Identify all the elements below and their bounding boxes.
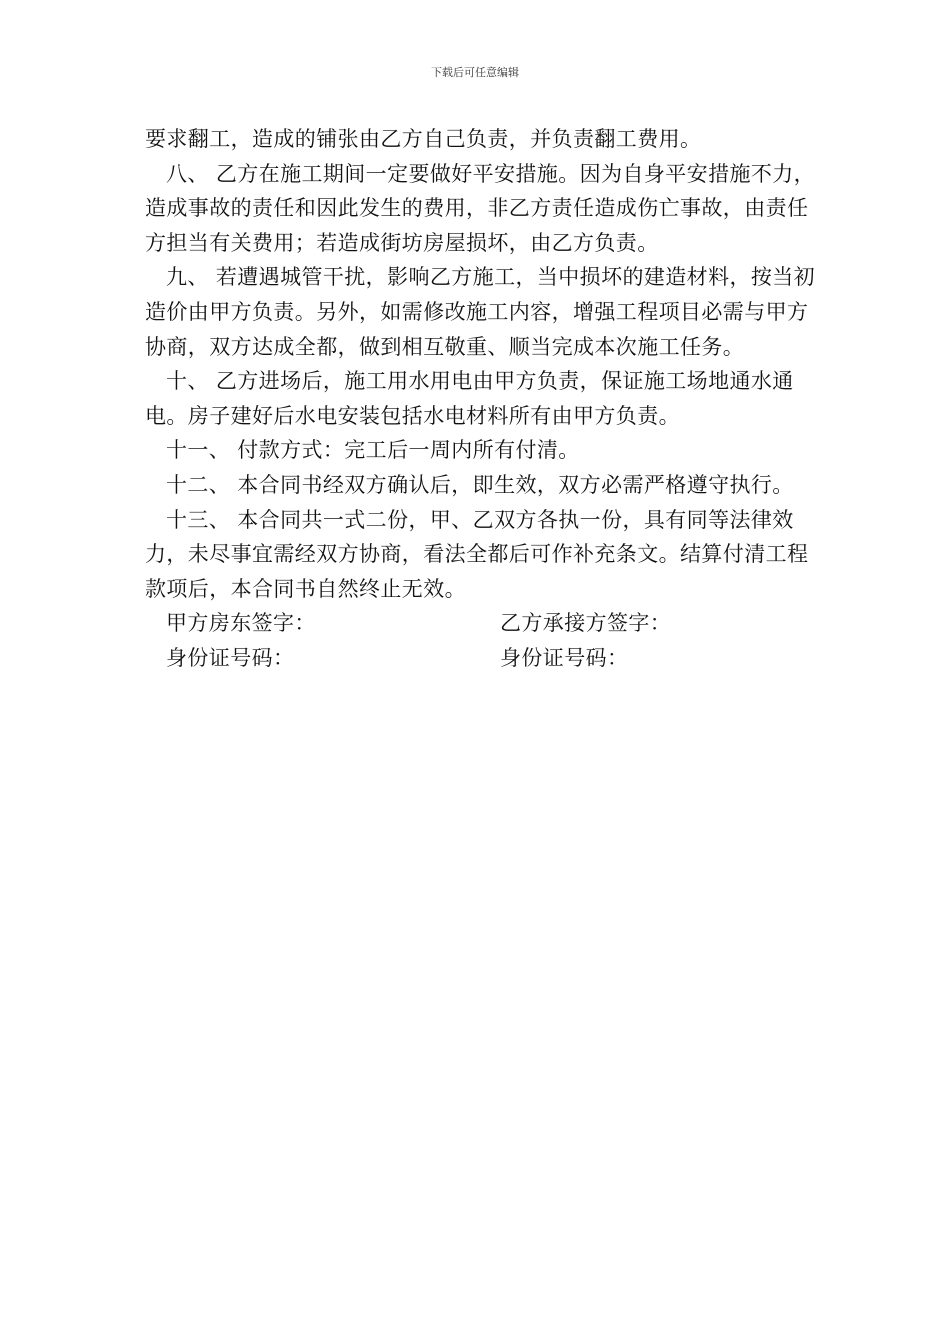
party-a-signature-label: 甲方房东签字： (166, 611, 316, 636)
clause-8: 八、 乙方在施工期间一定要做好平安措施。因为自身平安措施不力，造成事故的责任和因此发生的费用，非乙方责任造成伤亡事故，由责任方担当有关费用；若造成街坊房屋损坏，由乙方负责。 (145, 161, 816, 255)
clause-12: 十二、 本合同书经双方确认后，即生效，双方必需严格遵守执行。 (166, 472, 794, 497)
party-b-id-label: 身份证号码： (500, 645, 629, 670)
signature-row (145, 606, 825, 641)
clause-9: 九、 若遭遇城管干扰，影响乙方施工，当中损坏的建造材料，按当初造价由甲方负责。另外，如需修改施工内容，增强工程项目必需与甲方协商，双方达成全都，做到相互敬重、顺当完成本次施工任务。 (145, 265, 816, 359)
page-header: 下载后可任意编辑 (431, 66, 519, 79)
party-a-id-label: 身份证号码： (166, 645, 295, 670)
party-b-signature-label: 乙方承接方签字： (500, 611, 672, 636)
clause-13: 十三、 本合同共一式二份，甲、乙双方各执一份，具有同等法律效力，未尽事宜需经双方协商，看法全都后可作补充条文。结算付清工程款项后，本合同书自然终止无效。 (145, 507, 809, 601)
id-number-row (145, 641, 825, 676)
contract-body (145, 122, 825, 676)
paragraph-continuation: 要求翻工，造成的铺张由乙方自己负责，并负责翻工费用。 (145, 127, 702, 151)
clause-11: 十一、 付款方式：完工后一周内所有付清。 (166, 438, 580, 463)
clause-10: 十、 乙方进场后，施工用水用电由甲方负责，保证施工场地通水通电。房子建好后水电安装包括水电材料所有由甲方负责。 (145, 369, 794, 428)
